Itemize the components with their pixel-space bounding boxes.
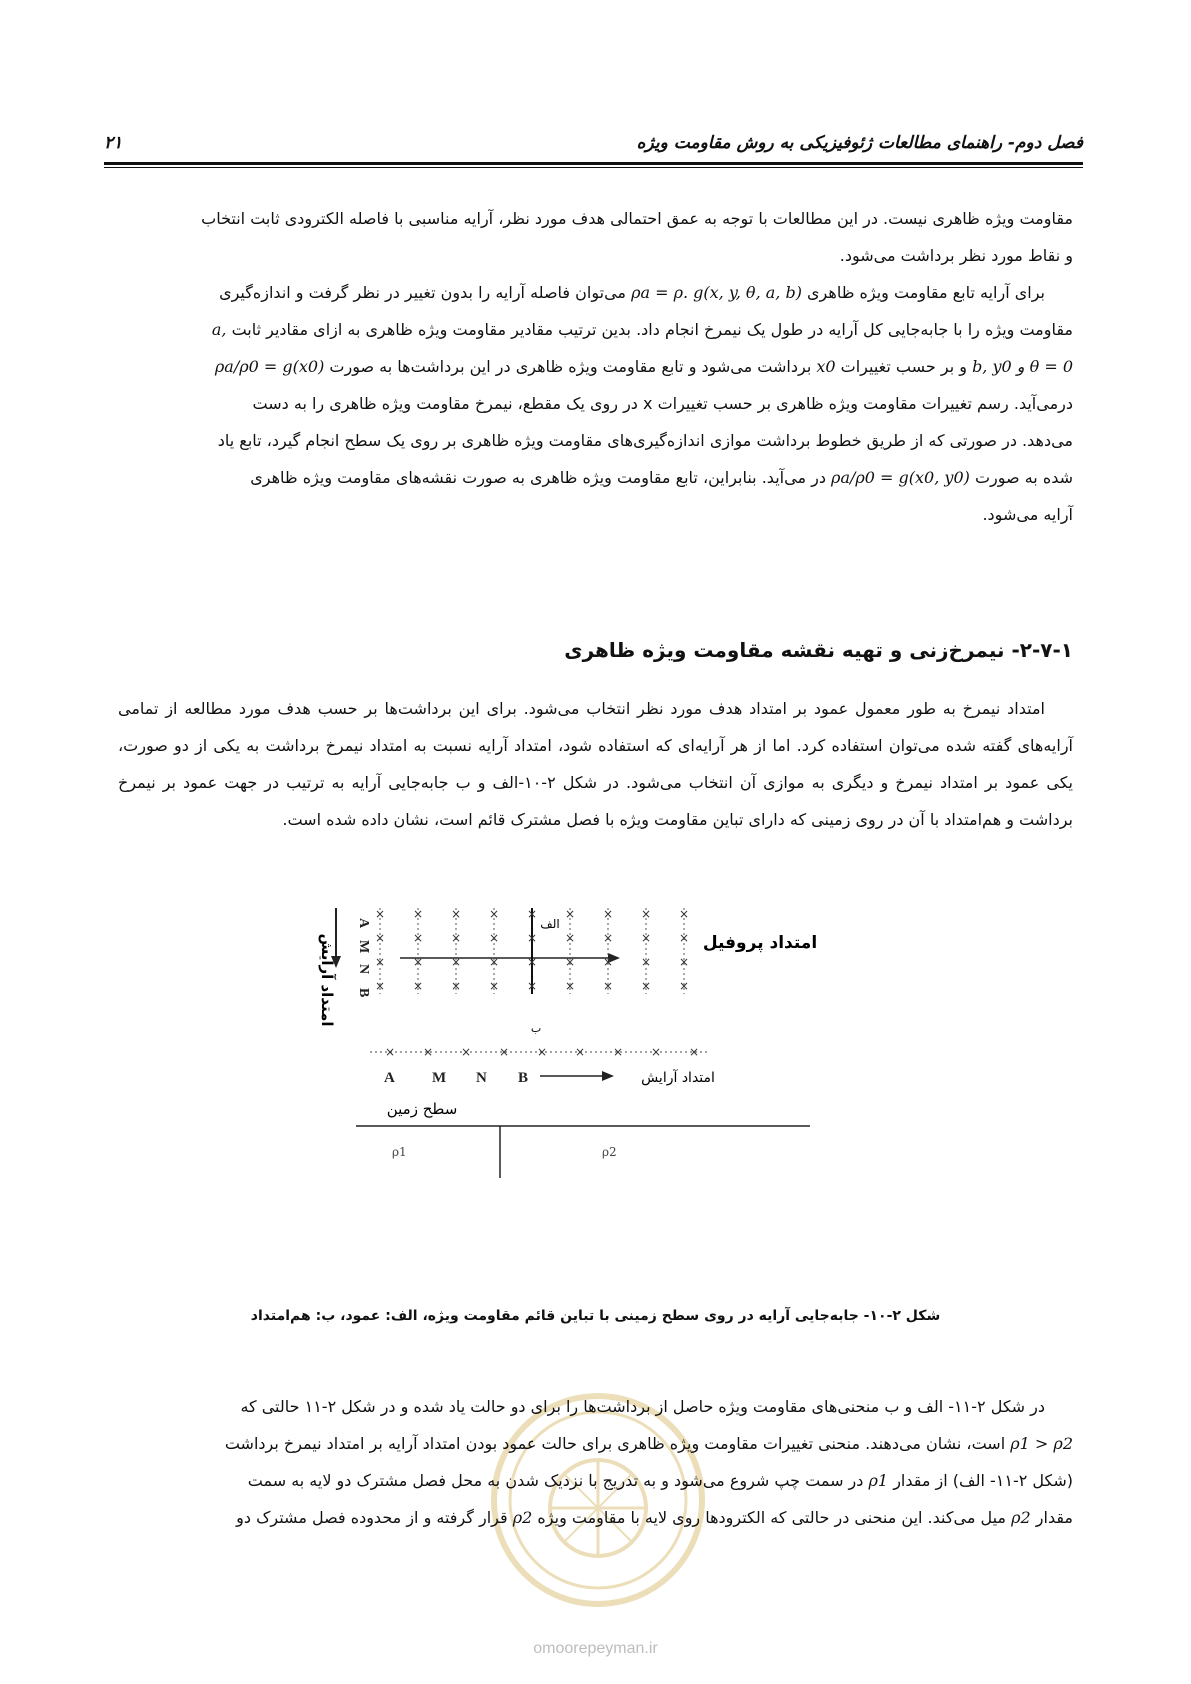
ground-surface-label: سطح زمین: [386, 1100, 458, 1118]
profile-direction-label: امتداد پروفیل: [702, 933, 818, 953]
text-line: [118, 311, 1073, 348]
text-line: [118, 1462, 1073, 1499]
figure-array-movement: [318, 900, 860, 1260]
math-rho2: ρ2: [512, 1508, 533, 1527]
text-span: و بر حسب تغییرات: [840, 357, 967, 376]
chapter-title: فصل دوم- راهنمای مطالعات ژئوفیزیکی به روش مقاومت ویژه: [636, 133, 1083, 153]
text-span: مقاومت ویژه را با جابه‌جایی کل آرایه در طول یک نیمرخ انجام داد. بدین ترتیب مقادیر مقاومت ویژه ظاهری به ازای مقادیر ثابت: [231, 320, 1073, 339]
electrode-mark: ×: [412, 979, 424, 993]
text-span: قرار گرفته و از محدوده فصل مشترک دو: [236, 1508, 508, 1527]
figure-caption: شکل ۲-۱۰- جابه‌جایی آرایه در روی سطح زمینی با تباین قائم مقاومت ویژه، الف: عمود، ب: هم‌امتداد: [250, 1308, 941, 1324]
array-dir-vertical-label: امتداد آرایش: [318, 933, 336, 1027]
electrode-mark: ×: [374, 955, 386, 969]
electrode-b-vertical: B: [356, 988, 371, 998]
text-line: [118, 1499, 1073, 1536]
text-line: و نقاط مورد نظر برداشت می‌شود.: [839, 246, 1073, 265]
text-span: میل می‌کند. این منحنی در حالتی که الکترودها روی لایه با مقاومت ویژه: [537, 1508, 1006, 1527]
text-line: مقاومت ویژه ظاهری نیست. در این مطالعات با توجه به عمق احتمالی هدف مورد نظر، آرایه مناسبی با فاصله الکترودی ثابت انتخاب: [201, 209, 1073, 228]
text-line: می‌دهد. در صورتی که از طریق خطوط برداشت موازی اندازه‌گیری‌های مقاومت ویژه ظاهری بر روی یک سطح انجام گیرد، تابع یاد: [217, 431, 1073, 450]
label-b: ب: [530, 1022, 542, 1035]
electrode-mark: ×: [422, 1045, 434, 1059]
math-rho-inequality: ρ1 > ρ2: [1010, 1434, 1073, 1453]
electrode-mark: ×: [450, 979, 462, 993]
electrode-m-vertical: M: [356, 940, 371, 954]
watermark-url: omoorepeyman.ir: [533, 1640, 658, 1657]
electrode-n-vertical: N: [356, 964, 371, 975]
electrode-mark: ×: [640, 931, 652, 945]
electrode-mark: ×: [488, 979, 500, 993]
text-span: در سمت چپ شروع می‌شود و به تدریج با نزدیک شدن به محل فصل مشترک دو لایه به سمت: [247, 1471, 864, 1490]
electrode-a-vertical: A: [356, 918, 371, 929]
electrode-mark: ×: [488, 931, 500, 945]
header-rule-thin: [104, 167, 1083, 168]
array-dir-horizontal-arrowhead: [602, 1071, 614, 1081]
math-b-y0-theta: b, y0 و θ = 0: [972, 357, 1073, 376]
math-a: a,: [211, 320, 227, 339]
paragraph-profiling: امتداد نیمرخ به طور معمول عمود بر امتداد هدف مورد نظر انتخاب می‌شود. برای این برداشت‌ها بر حسب هدف مورد مطالعه از تمامی آرایه‌های گفته شده می‌توان استفاده کرد. اما از هر آرایه‌ای که استفاده شود، امتداد آرایه نسبت به امتداد نیمرخ برداشت به یکی از دو صورت، یکی عمود بر امتداد نیمرخ و دیگری به موازی آن انتخاب می‌شود. در شکل ۲-۱۰-الف و ب جابه‌جایی آرایه به ترتیب در جهت عمود بر نیمرخ برداشت و هم‌امتداد با آن در روی زمینی که دارای تباین مقاومت ویژه با فصل مشترک قائم است، نشان داده شده است.: [118, 699, 1073, 829]
rho1-label: ρ1: [392, 1145, 407, 1159]
rho2-label: ρ2: [602, 1145, 617, 1159]
vertical-array-grid: [375, 907, 689, 994]
paragraph-intro: [118, 200, 1073, 533]
electrode-mark: ×: [678, 979, 690, 993]
electrode-mark: ×: [374, 979, 386, 993]
paragraph-curves: [118, 1388, 1073, 1536]
electrode-mark: ×: [564, 979, 576, 993]
electrode-mark: ×: [602, 955, 614, 969]
electrode-mark: ×: [450, 931, 462, 945]
equation-profile: ρa/ρ0 = g(x0): [214, 357, 325, 376]
label-a: الف: [540, 917, 560, 931]
electrode-b-horizontal: B: [518, 1070, 529, 1086]
electrode-mark: ×: [412, 931, 424, 945]
electrode-mark: ×: [536, 1045, 548, 1059]
array-dir-horizontal-label: امتداد آرایش: [641, 1070, 715, 1086]
text-line: [118, 274, 1073, 311]
electrode-mark: ×: [412, 907, 424, 921]
electrode-mark: ×: [602, 907, 614, 921]
text-span: مقدار: [1035, 1508, 1073, 1527]
parallel-array-marks: [385, 1045, 699, 1059]
electrode-mark: ×: [602, 931, 614, 945]
section-heading: ۲-۷-۱- نیمرخ‌زنی و تهیه نقشه مقاومت ویژه ظاهری: [564, 638, 1073, 662]
electrode-mark: ×: [564, 955, 576, 969]
electrode-mark: ×: [498, 1045, 510, 1059]
math-rho2: ρ2: [1011, 1508, 1031, 1527]
text-line: در شکل ۲-۱۱- الف و ب منحنی‌های مقاومت ویژه حاصل از برداشت‌ها را برای دو حالت یاد شده و در شکل ۲-۱۱ حالتی که: [240, 1397, 1045, 1416]
page-number: ۲۱: [104, 133, 123, 153]
electrode-mark: ×: [640, 955, 652, 969]
electrode-mark: ×: [564, 931, 576, 945]
electrode-mark: ×: [488, 955, 500, 969]
math-x0: x0: [816, 357, 836, 376]
electrode-mark: ×: [526, 979, 538, 993]
electrode-mark: ×: [574, 1045, 586, 1059]
text-span: (شکل ۲-۱۱- الف) از مقدار: [893, 1471, 1073, 1490]
equation-map: ρa/ρ0 = g(x0, y0): [831, 468, 970, 487]
text-span: در می‌آید. بنابراین، تابع مقاومت ویژه ظاهری به صورت نقشه‌های مقاومت ویژه ظاهری: [250, 468, 826, 487]
electrode-mark: ×: [564, 907, 576, 921]
electrode-mark: ×: [602, 979, 614, 993]
electrode-mark: ×: [678, 955, 690, 969]
electrode-mark: ×: [526, 907, 538, 921]
electrode-mark: ×: [450, 907, 462, 921]
text-span: برای آرایه تابع مقاومت ویژه ظاهری: [807, 283, 1045, 302]
running-header: [104, 128, 1083, 158]
electrode-n-horizontal: N: [476, 1070, 487, 1086]
electrode-mark: ×: [384, 1045, 396, 1059]
electrode-mark: ×: [678, 931, 690, 945]
text-line: آرایه می‌شود.: [982, 505, 1073, 524]
electrode-mark: ×: [612, 1045, 624, 1059]
electrode-mark: ×: [640, 907, 652, 921]
text-line: [118, 348, 1073, 385]
text-span: است، نشان می‌دهند. منحنی تغییرات مقاومت ویژه ظاهری برای حالت عمود بودن امتداد آرایه بر امتداد نیمرخ برداشت: [224, 1434, 1006, 1453]
electrode-a-horizontal: A: [384, 1070, 395, 1086]
text-line: [118, 1425, 1073, 1462]
text-line: [118, 459, 1073, 496]
math-rho1: ρ1: [868, 1471, 889, 1490]
electrode-mark: ×: [450, 955, 462, 969]
electrode-mark: ×: [688, 1045, 700, 1059]
equation-rho-a: ρa = ρ. g(x, y, θ, a, b): [631, 283, 802, 302]
electrode-mark: ×: [488, 907, 500, 921]
electrode-mark: ×: [678, 907, 690, 921]
electrode-mark: ×: [374, 931, 386, 945]
electrode-mark: ×: [460, 1045, 472, 1059]
header-rule-thick: [104, 162, 1083, 165]
text-span: می‌توان فاصله آرایه را بدون تغییر در نظر گرفت و اندازه‌گیری: [219, 283, 626, 302]
electrode-mark: ×: [640, 979, 652, 993]
text-span: برداشت می‌شود و تابع مقاومت ویژه ظاهری در این برداشت‌ها به صورت: [329, 357, 812, 376]
electrode-mark: ×: [650, 1045, 662, 1059]
electrode-m-horizontal: M: [432, 1070, 447, 1086]
electrode-mark: ×: [374, 907, 386, 921]
electrode-mark: ×: [526, 931, 538, 945]
electrode-mark: ×: [526, 955, 538, 969]
text-line: درمی‌آید. رسم تغییرات مقاومت ویژه ظاهری بر حسب تغییرات x در روی یک مقطع، نیمرخ مقاومت ویژه ظاهری را به دست: [252, 394, 1073, 413]
electrode-mark: ×: [412, 955, 424, 969]
text-span: شده به صورت: [974, 468, 1073, 487]
